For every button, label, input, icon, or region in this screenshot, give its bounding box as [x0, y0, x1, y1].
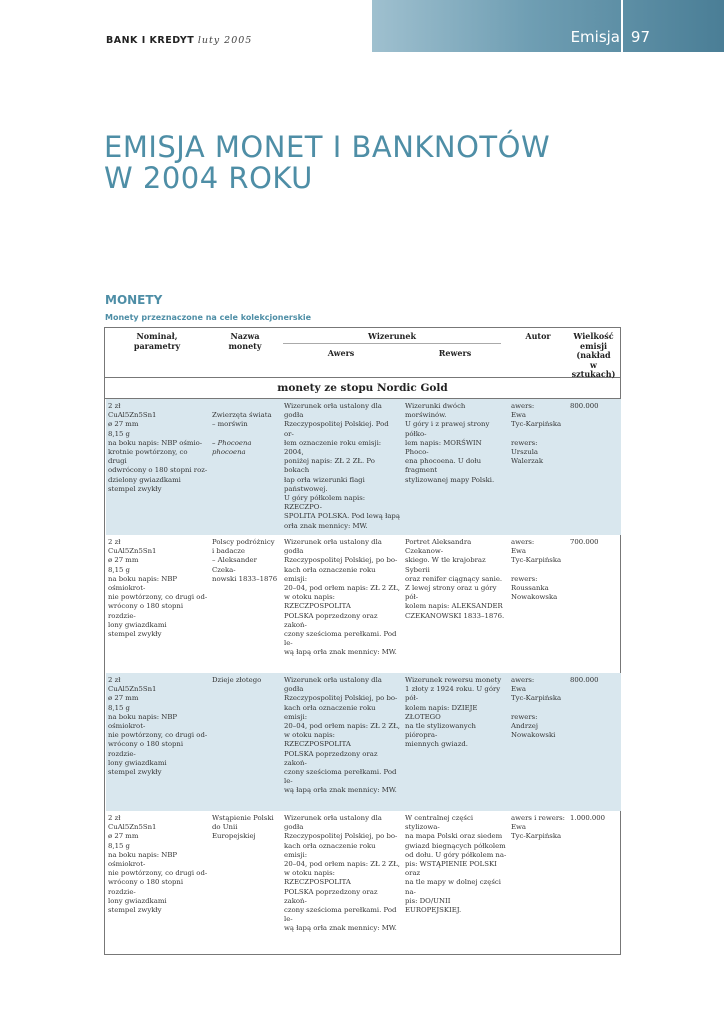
- title-line-1: EMISJA MONET I BANKNOTÓW: [104, 130, 551, 164]
- table-row: [106, 399, 621, 535]
- header-wizerunek: Wizerunek: [368, 331, 416, 341]
- cell-quantity: 800.000: [570, 676, 599, 684]
- cell-rewers: Wizerunki dwóch morświnów. U góry i z prawej strony półko- lem napis: MORŚWIN Phoco- ena phocoena. U dołu fragment stylizowanej mapy Polski.: [405, 402, 495, 484]
- cell-name: Dzieje złotego: [212, 676, 262, 684]
- header-rewers: Rewers: [438, 348, 472, 358]
- table-header: [105, 328, 620, 378]
- header-nominal: Nominał, parametry: [133, 331, 181, 351]
- coin-name-latin: – Phocoena phocoena: [212, 438, 252, 457]
- page-number: 97: [630, 28, 650, 46]
- cell-nominal: 2 zł CuAl5Zn5Sn1 ø 27 mm 8,15 g na boku napis: NBP ośmiokrot- nie powtórzony, co drugi od- wrócony o 180 stopni rozdzie- lony gwiazdkami stempel zwykły: [108, 538, 208, 639]
- cell-name: [212, 402, 280, 457]
- header-autor: Autor: [525, 331, 551, 341]
- header-divider: [283, 343, 501, 344]
- running-header: [106, 35, 252, 46]
- coins-table: [104, 327, 621, 955]
- group-title: monety ze stopu Nordic Gold: [105, 378, 620, 399]
- cell-awers: Wizerunek orła ustalony dla godła Rzeczypospolitej Polskiej, po bo- kach orła oznaczenie roku emisji: 20–04, pod orłem napis: ZŁ 2 ZŁ, w otoku napis: RZECZPOSPOLITA POLSKA poprzedzony oraz zakoń- czony sześcioma perełkami. Pod le- wą łapą orła znak mennicy: MW.: [284, 538, 400, 657]
- cell-awers: Wizerunek orła ustalony dla godła Rzeczypospolitej Polskiej, po bo- kach orła oznaczenie roku emisji: 20–04, pod orłem napis: ZŁ 2 ZŁ, w otoku napis: RZECZPOSPOLITA POLSKA poprzedzony oraz zakoń- czony sześcioma perełkami. Pod le- wą łapą orła znak mennicy: MW.: [284, 676, 400, 795]
- cell-awers: Wizerunek orła ustalony dla godła Rzeczypospolitej Polskiej. Pod or- łem oznaczenie roku emisji: 2004, poniżej napis: ZŁ 2 ZŁ. Po bokach łap orła wizerunki flagi państwowej. U góry półkolem napis: RZECZPO- SPOLITA POLSKA. Pod lewą łapą orła znak mennicy: MW.: [284, 402, 400, 530]
- cell-autor: awers: Ewa Tyc-Karpińska rewers: Urszula Walerzak: [511, 402, 562, 466]
- cell-rewers: Portret Aleksandra Czekanow- skiego. W tle krajobraz Syberii oraz renifer ciągnący sanie. Z lewej strony oraz u góry pół- kolem napis: ALEKSANDER CZEKANOWSKI 1833–1876.: [405, 538, 505, 620]
- header-awers: Awers: [327, 348, 355, 358]
- issue-date: luty 2005: [197, 35, 253, 46]
- band-separator: [621, 0, 623, 52]
- section-subheading: Monety przeznaczone na cele kolekcjonerskie: [105, 313, 312, 322]
- cell-autor: awers i rewers: Ewa Tyc-Karpińska: [511, 814, 565, 841]
- coin-name: Zwierzęta świata – morświn: [212, 411, 272, 429]
- cell-quantity: 1.000.000: [570, 814, 606, 822]
- magazine-name: BANK I KREDYT: [106, 35, 195, 46]
- title-line-2: W 2004 ROKU: [104, 161, 313, 195]
- header-quantity: Wielkość emisji (nakład w sztukach): [571, 331, 616, 379]
- cell-nominal: 2 zł CuAl5Zn5Sn1 ø 27 mm 8,15 g na boku napis: NBP ośmio- krotnie powtórzony, co drugi odwrócony o 180 stopni roz- dzielony gwiazdkami stempel zwykły: [108, 402, 208, 493]
- page-title: [104, 132, 624, 194]
- section-band: [372, 0, 724, 52]
- cell-awers: Wizerunek orła ustalony dla godła Rzeczypospolitej Polskiej, po bo- kach orła oznaczenie roku emisji: 20–04, pod orłem napis: ZŁ 2 ZŁ, w otoku napis: RZECZPOSPOLITA POLSKA poprzedzony oraz zakoń- czony sześcioma perełkami. Pod le- wą łapą orła znak mennicy: MW.: [284, 814, 400, 933]
- cell-name: Wstąpienie Polski do Unii Europejskiej: [212, 814, 274, 841]
- cell-rewers: Wizerunek rewersu monety 1 złoty z 1924 roku. U góry pół- kolem napis: DZIEJE ZŁOTEGO na tle stylizowanych pióropra- miennych gwiazd.: [405, 676, 502, 749]
- cell-quantity: 800.000: [570, 402, 599, 410]
- table-row: [106, 673, 621, 811]
- cell-nominal: 2 zł CuAl5Zn5Sn1 ø 27 mm 8,15 g na boku napis: NBP ośmiokrot- nie powtórzony, co drugi od- wrócony o 180 stopni rozdzie- lony gwiazdkami stempel zwykły: [108, 814, 208, 915]
- table-row: [106, 535, 621, 673]
- cell-rewers: W centralnej części stylizowa- na mapa Polski oraz siedem gwiazd biegnących półkolem od dołu. U góry półkolem na- pis: WSTĄPIENIE POLSKI oraz na tle mapy w dolnej części na- pis: DO/UNII EUROPEJSKIEJ.: [405, 814, 507, 915]
- table-row: [106, 811, 621, 954]
- cell-autor: awers: Ewa Tyc-Karpińska rewers: Andrzej Nowakowski: [511, 676, 562, 740]
- section-name: Emisja: [570, 28, 620, 46]
- cell-nominal: 2 zł CuAl5Zn5Sn1 ø 27 mm 8,15 g na boku napis: NBP ośmiokrot- nie powtórzony, co drugi od- wrócony o 180 stopni rozdzie- lony gwiazdkami stempel zwykły: [108, 676, 208, 777]
- cell-name: Polscy podróżnicy i badacze – Aleksander Czeka- nowski 1833–1876: [212, 538, 278, 583]
- section-heading: MONETY: [105, 293, 163, 307]
- header-name: Nazwa monety: [228, 331, 262, 351]
- cell-quantity: 700.000: [570, 538, 599, 546]
- cell-autor: awers: Ewa Tyc-Karpińska rewers: Roussanka Nowakowska: [511, 538, 562, 602]
